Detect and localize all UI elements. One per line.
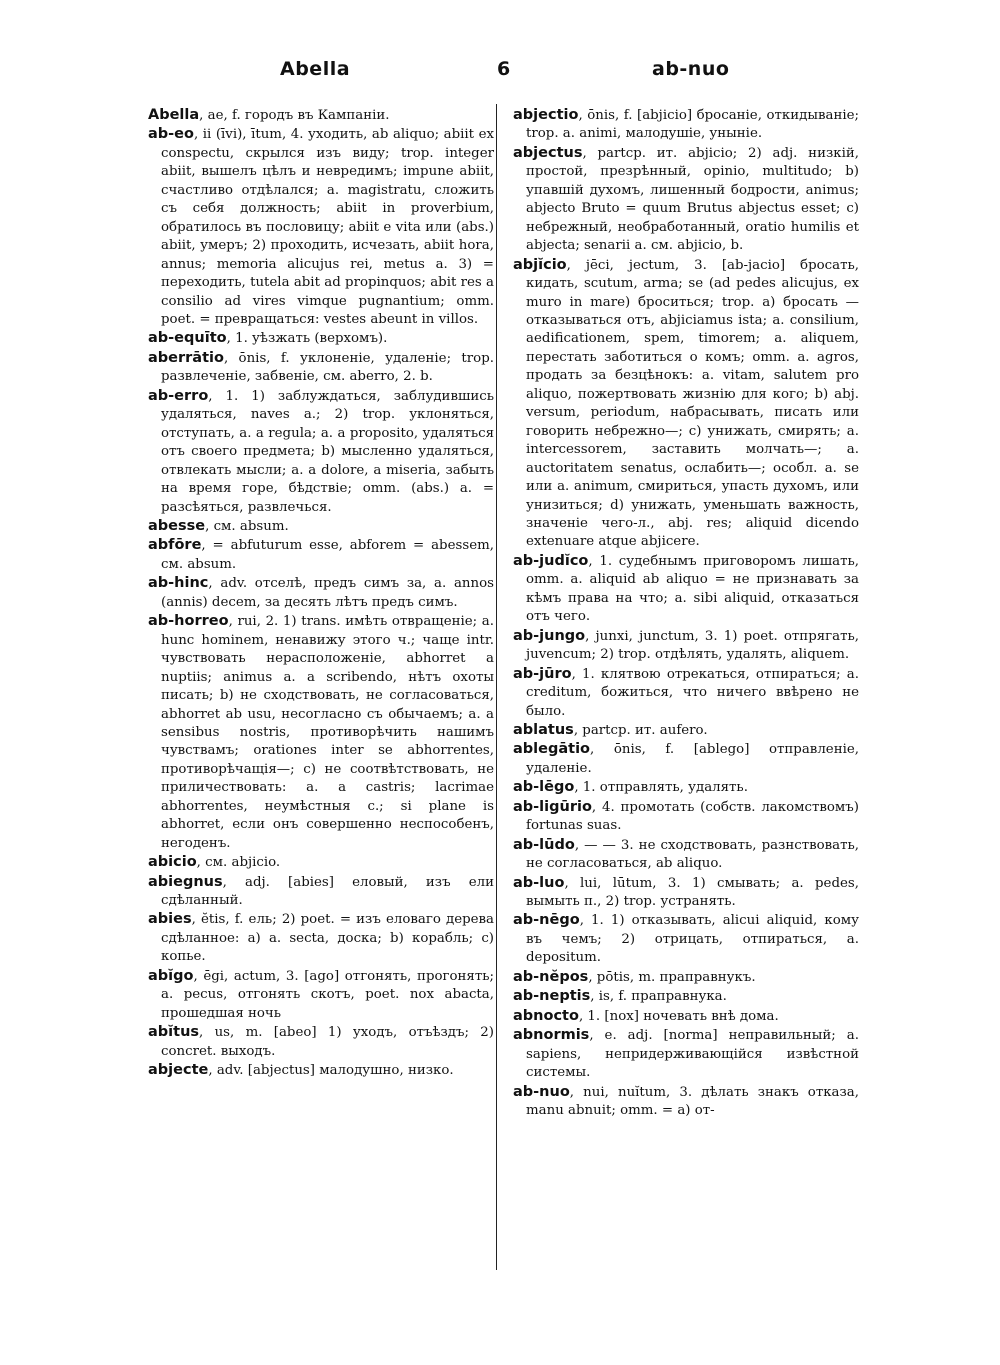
dictionary-entry bbox=[513, 911, 859, 967]
dictionary-entry bbox=[148, 329, 494, 348]
dictionary-entry bbox=[513, 1007, 859, 1026]
entry-definition: , ae, f. городъ въ Кампаніи. bbox=[199, 108, 390, 123]
entry-headword: abĭtus bbox=[148, 1024, 200, 1041]
entry-definition: , rui, 2. 1) trans. имѣть отвращеніе; a. hunc hominem, ненавижу этого ч.; чаще intr. чувствовать нерасположеніе, abhorret a nuptiis; animus a. a scribendo, нѣтъ охоты писать; b) не сходствовать, не согласоваться, abhorret ab usu, несогласно съ обычаемъ; a. a sensibus nostris, противорѣчить нашимъ чувствамъ; orationes inter se abhorrentes, противорѣчащія—; c) не соотвѣтствовать, не приличествовать: a. a castris; lacrimae abhorrentes, неумѣстныя с.; si plane is abhorret, если онъ совершенно неспособенъ, негоденъ. bbox=[161, 614, 494, 851]
entry-definition: , partcp. ит. abjicio; 2) adj. низкій, простой, презрѣнный, opinio, multitudo; b) упавшій духомъ, лишенный бодрости, animus; abjecto Bruto = quum Brutus abjectus esset; c) небрежный, необработанный, oratio humilis et abjecta; senarii a. см. abjicio, b. bbox=[526, 145, 859, 254]
entry-headword: ab-judĭco bbox=[513, 552, 589, 569]
entry-headword: abiegnus bbox=[148, 873, 223, 890]
entry-definition: , 1. 1) заблуждаться, заблудившись удаляться, naves a.; 2) trop. уклоняться, отступать, a. a regula; a. a proposito, удаляться отъ своего предмета; b) мысленно удаляться, отвлекать мысли; a. a dolore, a miseria, забыть на время горе, бѣдствіе; omm. (abs.) a. = разсѣяться, развлечься. bbox=[161, 388, 494, 515]
entry-headword: ab-hinc bbox=[148, 575, 209, 592]
entry-headword: ab-horreo bbox=[148, 613, 229, 630]
entry-headword: abfōre bbox=[148, 537, 202, 554]
entry-definition: , 1. судебнымъ приговоромъ лишать, omm. a. aliquid ab aliquo = не признавать за кѣмъ права на что; a. sibi aliquid, отказаться отъ чего. bbox=[526, 553, 859, 625]
entry-headword: ab-nuo bbox=[513, 1083, 570, 1100]
page-header bbox=[140, 58, 880, 98]
entry-definition: , is, f. праправнука. bbox=[590, 989, 727, 1005]
entry-definition: , adv. отселѣ, предъ симъ за, a. annos (annis) decem, за десять лѣтъ предъ симъ. bbox=[161, 576, 494, 610]
entry-headword: ablatus bbox=[513, 721, 574, 738]
dictionary-entry bbox=[148, 536, 494, 574]
page-number: 6 bbox=[497, 58, 511, 80]
dictionary-entry bbox=[148, 853, 494, 872]
dictionary-entry bbox=[513, 721, 859, 740]
dictionary-entry bbox=[148, 125, 494, 329]
entry-definition: , junxi, junctum, 3. 1) poet. отпрягать, juvencum; 2) trop. отдѣлять, удалять, aliquem. bbox=[526, 628, 859, 663]
entry-headword: aberrātio bbox=[148, 349, 224, 366]
entry-definition: , e. adj. [norma] неправильный; a. sapiens, непридерживающійся извѣстной системы. bbox=[526, 1028, 859, 1081]
entry-headword: ab-neptis bbox=[513, 988, 591, 1005]
dictionary-entry bbox=[513, 968, 859, 987]
entry-definition: , 1. клятвою отрекаться, отпираться; a. creditum, божиться, что ничего ввѣрено не было. bbox=[526, 666, 859, 719]
entry-headword: ab-erro bbox=[148, 387, 209, 404]
dictionary-entry bbox=[513, 740, 859, 778]
entry-definition: , jēci, jectum, 3. [ab-jacio] бросать, кидать, scutum, arma; se (ad pedes alicujus, ex muro in mare) броситься; trop. a) бросать — отказываться отъ, abjiciamus ista; a. consilium, aedificationem, spem, timorem; a. aliquem, перестать заботиться о комъ; omm. a. agros, продать за безцѣнокъ: a. vitam, salutem pro aliquo, пожертвовать жизнію для кого; b) abj. versum, periodum, набрасывать, писать или говорить небрежно—; c) унижать, смирять; a. intercessorem, заставить молчать—; a. auctoritatem senatus, ослабить—; особл. a. se или a. animum, смириться, упасть духомъ, или унизиться; d) унижать, уменьшать важность, значеніе чего-л., abj. res; aliquid dicendo extenuare atque abjicere. bbox=[526, 257, 859, 550]
entry-headword: abĭgo bbox=[148, 967, 194, 984]
entry-headword: ab-nĕpos bbox=[513, 968, 589, 985]
dictionary-entry bbox=[148, 517, 494, 536]
entry-headword: ablegātio bbox=[513, 741, 590, 758]
entry-headword: ab-jūro bbox=[513, 665, 572, 682]
entry-headword: abjectio bbox=[513, 107, 579, 123]
header-right-guideword: ab-nuo bbox=[652, 58, 730, 80]
entry-definition: , см. absum. bbox=[205, 518, 289, 534]
dictionary-entry bbox=[513, 836, 859, 874]
entry-definition: , nui, nuĭtum, 3. дѣлать знакъ отказа, manu abnuit; omm. = a) от- bbox=[526, 1084, 859, 1119]
dictionary-entry bbox=[513, 256, 859, 552]
dictionary-entry bbox=[513, 1026, 859, 1082]
dictionary-entry bbox=[148, 106, 494, 125]
dictionary-entry bbox=[148, 349, 494, 387]
dictionary-entry bbox=[148, 967, 494, 1023]
dictionary-entry bbox=[513, 552, 859, 627]
entry-definition: , ōnis, f. уклоненіе, удаленіе; trop. развлеченіе, забвеніе, см. aberro, 2. b. bbox=[161, 350, 494, 385]
entry-headword: abjĭcio bbox=[513, 256, 567, 273]
dictionary-entry bbox=[513, 798, 859, 836]
entry-headword: abicio bbox=[148, 854, 197, 871]
entry-definition: , 4. промотать (собств. лакомствомъ) fortunas suas. bbox=[526, 799, 859, 834]
entry-headword: abjecte bbox=[148, 1062, 209, 1079]
entry-headword: ab-lēgo bbox=[513, 779, 575, 796]
entry-definition: , см. abjicio. bbox=[196, 855, 281, 871]
entry-headword: ab-nēgo bbox=[513, 912, 580, 929]
left-column bbox=[148, 106, 494, 1081]
right-column bbox=[513, 106, 859, 1120]
header-left-guideword: Abella bbox=[280, 58, 351, 80]
dictionary-entry bbox=[148, 1061, 494, 1080]
dictionary-entry bbox=[513, 665, 859, 721]
entry-headword: ab-eo bbox=[148, 126, 194, 143]
entry-definition: , adj. [abies] еловый, изъ ели сдѣланный. bbox=[161, 874, 494, 909]
dictionary-entry bbox=[513, 987, 859, 1006]
entry-headword: abesse bbox=[148, 517, 206, 534]
entry-definition: , adv. [abjectus] малодушно, низко. bbox=[208, 1063, 454, 1079]
dictionary-entry bbox=[513, 778, 859, 797]
entry-headword: abies bbox=[148, 911, 192, 928]
entry-headword: ab-lūdo bbox=[513, 836, 575, 853]
entry-headword: ab-ligūrio bbox=[513, 798, 592, 815]
entry-definition: , ii (īvi), ītum, 4. уходить, ab aliquo; abiit ex conspectu, скрылся изъ виду; trop. integer abiit, вышелъ цѣлъ и невредимъ; impune abiit, счастливо отдѣлался; a. magistratu, сложить съ себя должность; abiit in proverbium, обратилось въ пословицу; abiit e vita или (abs.) abiit, умеръ; 2) проходить, исчезать, abiit hora, annus; memoria alicujus rei, metus a. 3) = переходить, tutela abit ad propinquos; abit res a consilio ad vires vimque pugnantium; omm. poet. = превращаться: vestes abeunt in villos. bbox=[161, 127, 494, 327]
dictionary-entry bbox=[513, 874, 859, 912]
entry-definition: , pōtis, m. праправнукъ. bbox=[588, 969, 756, 985]
entry-headword: Abella bbox=[148, 107, 200, 123]
entry-definition: , 1. 1) отказывать, alicui aliquid, кому въ чемъ; 2) отрицать, отпираться, a. depositum. bbox=[526, 913, 859, 966]
entry-definition: , 1. уѣзжать (верхомъ). bbox=[226, 331, 388, 347]
entry-headword: ab-jungo bbox=[513, 627, 586, 644]
entry-definition: , ĕtis, f. ель; 2) poet. = изъ еловаго дерева сдѣланное: a) a. secta, доска; b) корабль; c) копье. bbox=[161, 912, 494, 965]
entry-definition: , ōnis, f. [abjicio] бросаніе, откидываніе; trop. a. animi, малодушіе, уныніе. bbox=[526, 108, 859, 142]
dictionary-entry bbox=[513, 144, 859, 256]
dictionary-entry bbox=[513, 627, 859, 665]
column-divider bbox=[496, 104, 497, 1270]
dictionary-entry bbox=[513, 1083, 859, 1121]
entry-headword: abnocto bbox=[513, 1007, 579, 1024]
dictionary-entry bbox=[148, 574, 494, 612]
entry-definition: , 1. [nox] ночевать внѣ дома. bbox=[578, 1008, 779, 1024]
entry-definition: , lui, lūtum, 3. 1) смывать; a. pedes, вымыть п., 2) trop. устранять. bbox=[526, 875, 859, 910]
entry-headword: ab-equīto bbox=[148, 330, 227, 347]
dictionary-entry bbox=[148, 910, 494, 966]
entry-definition: , — — 3. не сходствовать, разнствовать, не согласоваться, ab aliquo. bbox=[526, 837, 859, 872]
entry-definition: , us, m. [abeo] 1) уходъ, отъѣздъ; 2) concret. выходъ. bbox=[161, 1025, 494, 1059]
entry-definition: , 1. отправлять, удалять. bbox=[574, 780, 748, 796]
entry-headword: ab-luo bbox=[513, 874, 565, 891]
dictionary-entry bbox=[148, 1023, 494, 1061]
entry-definition: , ēgi, actum, 3. [ago] отгонять, прогонять; a. pecus, отгонять скотъ, poet. nox abacta, прошедшая ночь bbox=[161, 968, 494, 1021]
dictionary-entry bbox=[148, 873, 494, 911]
entry-definition: , = abfuturum esse, abforem = abessem, см. absum. bbox=[161, 538, 494, 572]
entry-headword: abnormis bbox=[513, 1027, 590, 1044]
entry-definition: , partcp. ит. aufero. bbox=[573, 722, 708, 738]
dictionary-entry bbox=[148, 387, 494, 517]
dictionary-entry bbox=[148, 612, 494, 853]
entry-definition: , ōnis, f. [ablego] отправленіе, удаленіе. bbox=[526, 742, 859, 776]
entry-headword: abjectus bbox=[513, 144, 583, 161]
dictionary-entry bbox=[513, 106, 859, 144]
